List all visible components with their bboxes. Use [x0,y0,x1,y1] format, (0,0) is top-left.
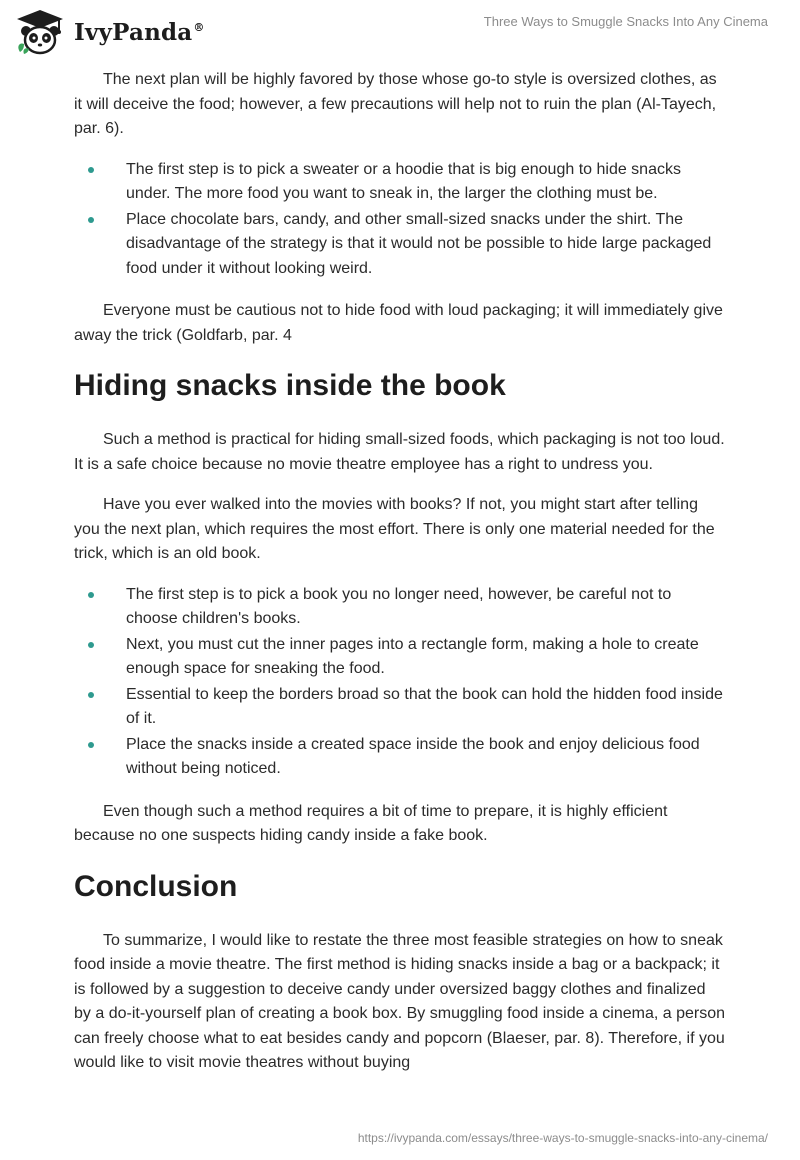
paragraph: Everyone must be cautious not to hide food with loud packaging; it will immediately give away the trick (Goldfarb, par. 4 [74,302,723,344]
list-item: Next, you must cut the inner pages into a rectangle form, making a hole to create enough space for sneaking the food. [74,633,726,682]
bullet-list-book [74,583,726,782]
bullet-list-clothes [74,158,726,282]
source-url-link[interactable]: https://ivypanda.com/essays/three-ways-to-smuggle-snacks-into-any-cinema/ [357,1131,768,1145]
bullet-icon [88,217,94,223]
bullet-icon [88,692,94,698]
paragraph: Such a method is practical for hiding small-sized foods, which packaging is not too loud. It is a safe choice because no movie theatre employee has a right to undress you. [74,431,725,473]
ivypanda-logo[interactable] [14,8,205,56]
bullet-icon [88,642,94,648]
paragraph: To summarize, I would like to restate the three most feasible strategies on how to sneak food inside a movie theatre. The first method is hiding snacks inside a bag or a backpack; it is followed by a suggestion to deceive candy under oversized baggy clothes and finalized by a do-it-yourself plan of creating a book box. By smuggling food inside a cinema, a person can freely choose what to eat besides candy and popcorn (Blaeser, par. 8). Therefore, if you would like to visit movie theatres without buying [74,931,726,1071]
panda-graduate-icon [14,8,66,56]
list-item: Essential to keep the borders broad so that the book can hold the hidden food inside of it. [74,683,726,732]
paragraph: Have you ever walked into the movies with books? If not, you might start after telling you the next plan, which requires the most effort. There is only one material needed for the trick, which is an old book. [74,496,715,562]
list-item: Place chocolate bars, candy, and other small-sized snacks under the shirt. The disadvantage of the strategy is that it would not be possible to hide large packaged food under it without looking weird. [74,208,726,282]
bullet-icon [88,592,94,598]
list-item: Place the snacks inside a created space inside the book and enjoy delicious food without being noticed. [74,733,726,782]
paragraph: Even though such a method requires a bit of time to prepare, it is highly efficient because no one suspects hiding candy inside a fake book. [74,802,668,844]
list-item: The first step is to pick a book you no longer need, however, be careful not to choose children's books. [74,583,726,632]
bullet-icon [88,742,94,748]
essay-body [74,68,726,1092]
registered-mark: ® [193,20,205,34]
section-heading-conclusion: Conclusion [74,869,238,903]
list-item: The first step is to pick a sweater or a hoodie that is big enough to hide snacks under. The more food you want to sneak in, the larger the clothing must be. [74,158,726,207]
document-title: Three Ways to Smuggle Snacks Into Any Cinema [483,14,768,29]
paragraph: The next plan will be highly favored by those whose go-to style is oversized clothes, as it will deceive the food; however, a few precautions will help not to ruin the plan (Al-Tayech, par. 6). [74,71,717,137]
brand-name: IvyPanda® [74,18,205,46]
page-header [0,0,800,64]
bullet-icon [88,167,94,173]
section-heading-book: Hiding snacks inside the book [74,369,506,402]
